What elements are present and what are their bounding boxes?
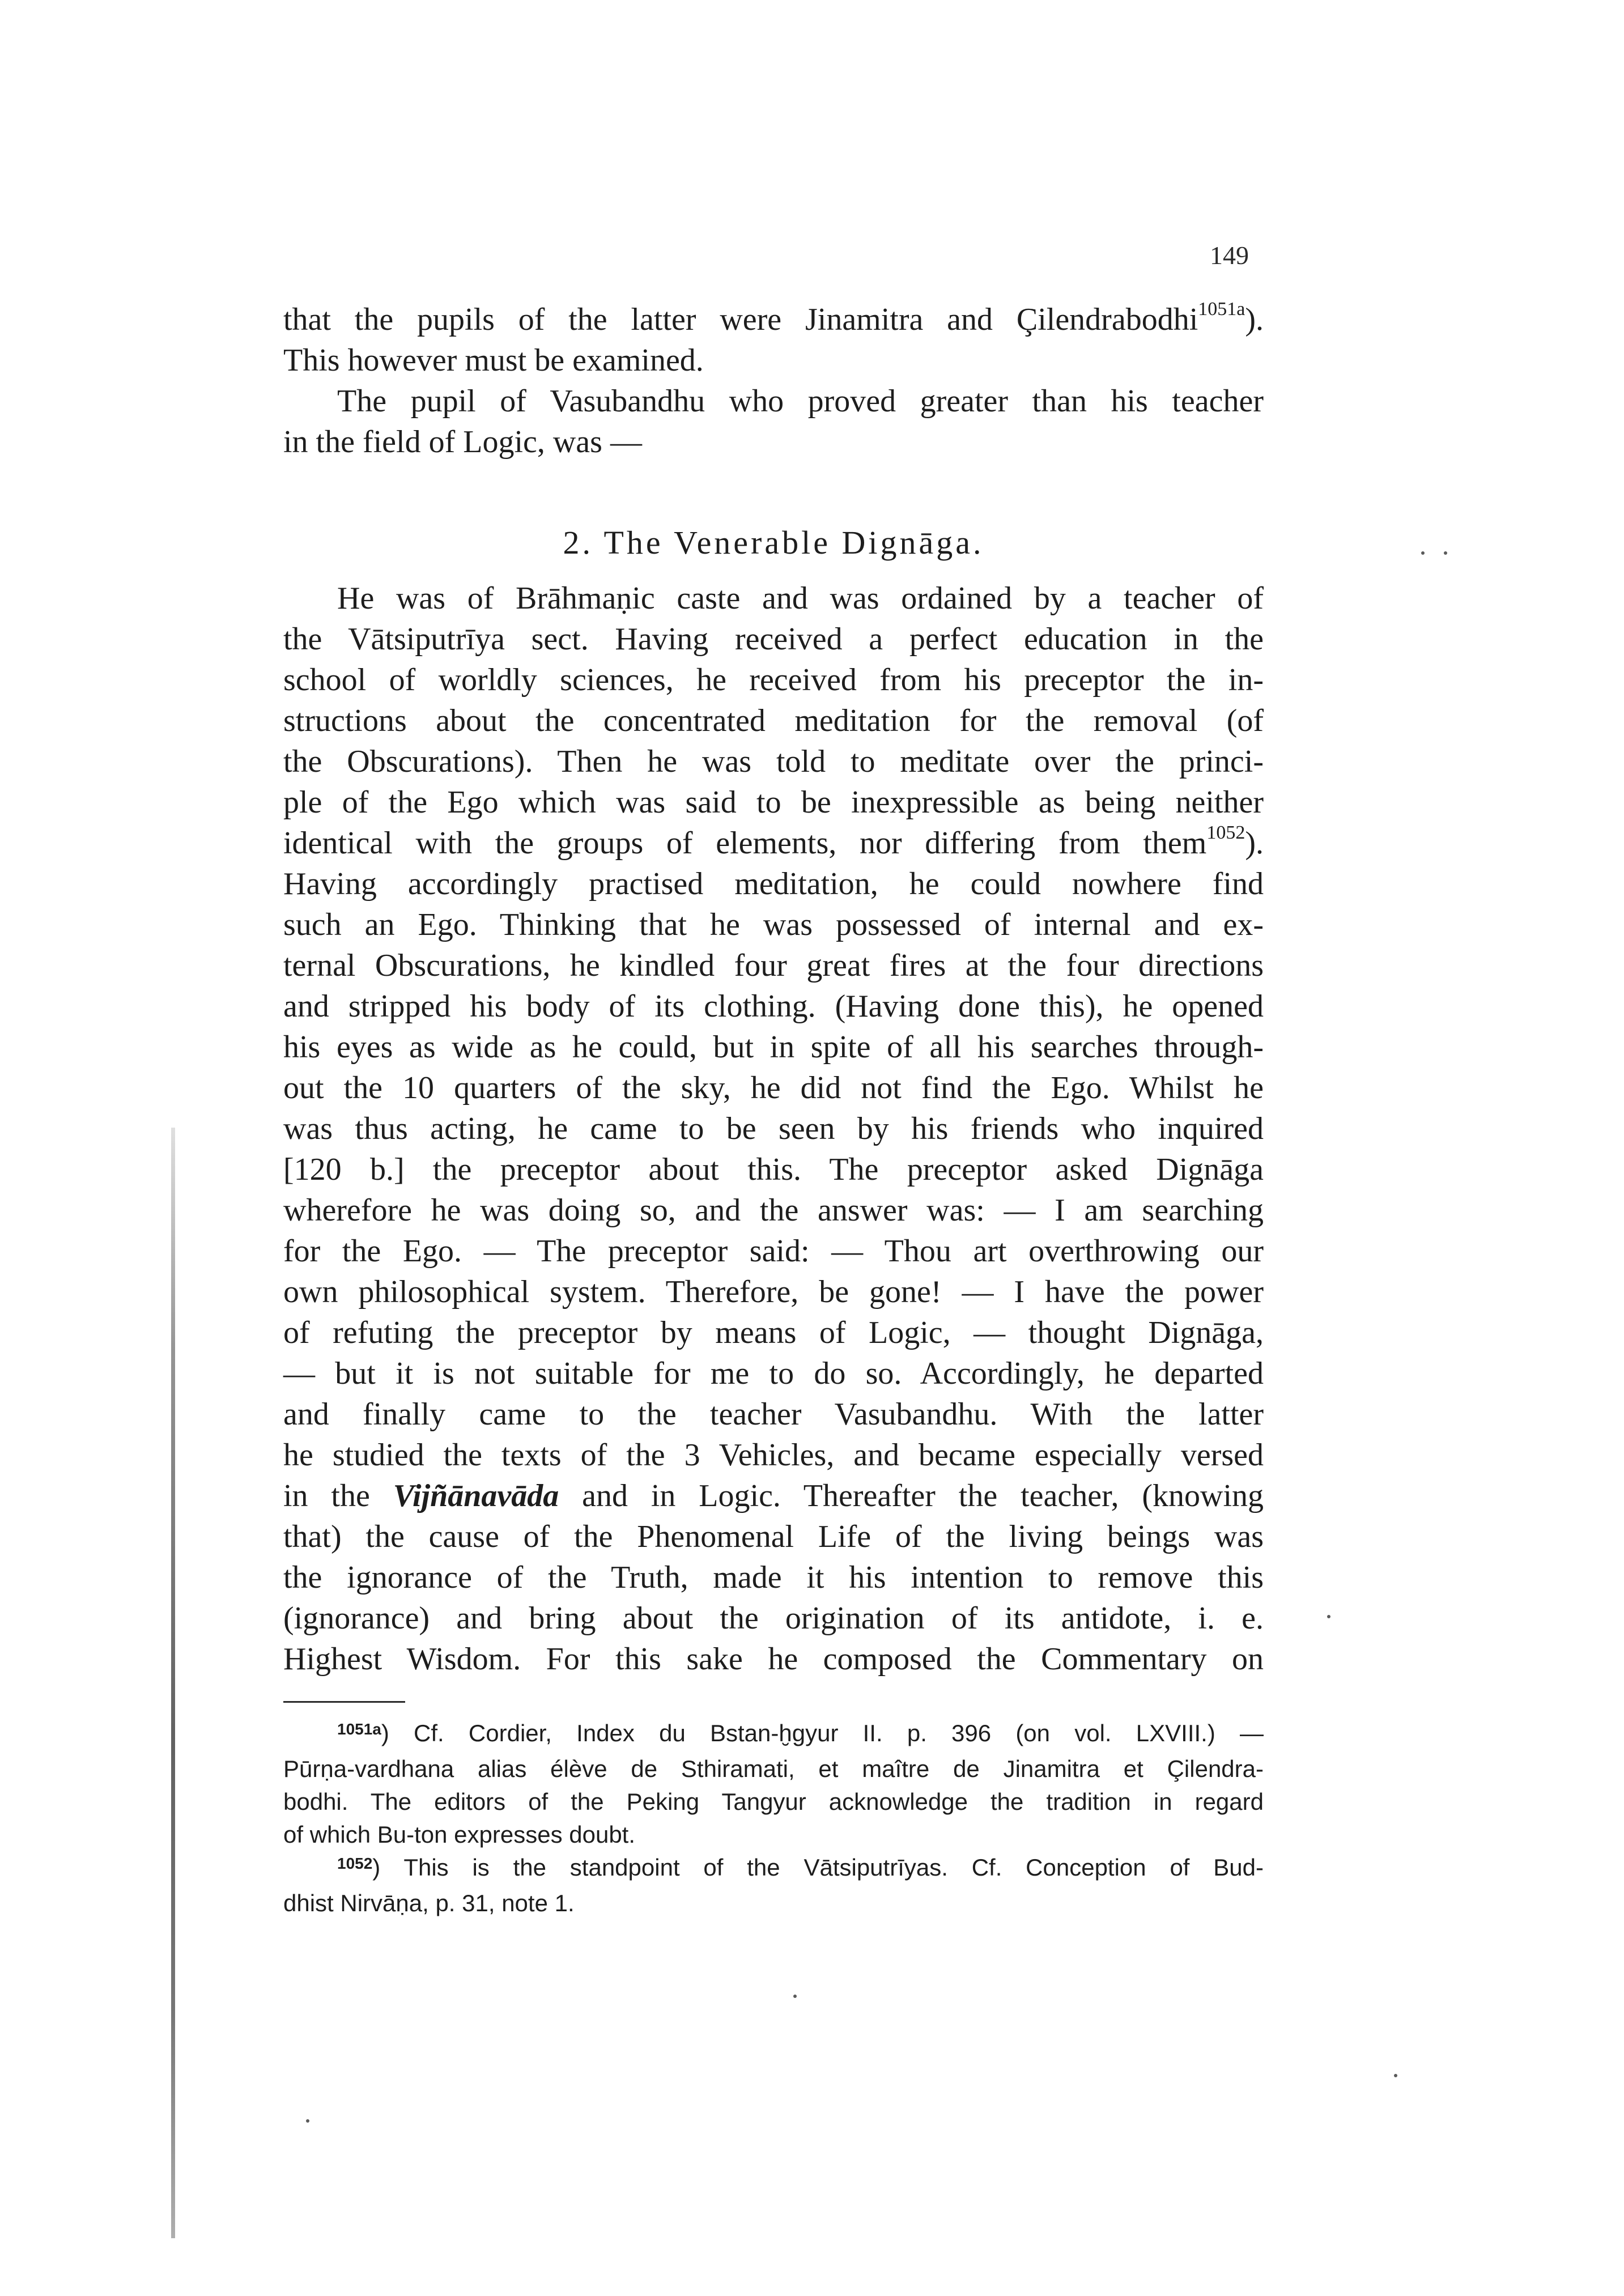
page-binding-edge bbox=[171, 1128, 175, 2238]
main-line: [120 b.] the preceptor about this. The preceptor asked Dignāga bbox=[283, 1152, 1264, 1187]
scan-speck bbox=[1327, 1615, 1330, 1618]
main-line: his eyes as wide as he could, but in spite of all his searches through- bbox=[283, 1030, 1264, 1065]
main-line-text: and in Logic. Thereafter the teacher, (knowing bbox=[559, 1478, 1264, 1513]
footnote-1051a-line: bodhi. The editors of the Peking Tangyur acknowledge the tradition in regard bbox=[283, 1788, 1264, 1815]
intro-paragraph bbox=[283, 299, 1264, 462]
main-line-with-footnote bbox=[283, 823, 1264, 864]
footnote-text: ) Cf. Cordier, Index du Bstan-ḫgyur II. p. 396 (on vol. LXVIII.) — bbox=[381, 1720, 1264, 1746]
main-line: Highest Wisdom. For this sake he composed the Commentary on bbox=[283, 1642, 1264, 1677]
intro-line-1 bbox=[283, 299, 1264, 340]
footnote-ref-1052: 1052 bbox=[1206, 822, 1245, 844]
main-line-text: identical with the groups of elements, nor differing from them bbox=[283, 826, 1207, 861]
section-heading: 2. The Venerable Dignāga. bbox=[563, 524, 984, 561]
main-line: he studied the texts of the 3 Vehicles, and became especially versed bbox=[283, 1438, 1264, 1473]
main-line: such an Ego. Thinking that he was possessed of internal and ex- bbox=[283, 907, 1264, 942]
main-line-with-italic bbox=[283, 1476, 1264, 1516]
main-line-text: in the bbox=[283, 1478, 393, 1513]
intro-line-1-end: ). bbox=[1245, 302, 1264, 337]
footnote-divider bbox=[283, 1701, 405, 1703]
main-line: the Obscurations). Then he was told to meditate over the princi- bbox=[283, 744, 1264, 779]
main-line: for the Ego. — The preceptor said: — Thou art overthrowing our bbox=[283, 1234, 1264, 1269]
footnote-1052-line bbox=[283, 1851, 1264, 1887]
footnote-1051a-line bbox=[283, 1717, 1264, 1753]
main-line: ternal Obscurations, he kindled four great fires at the four directions bbox=[283, 948, 1264, 983]
footnotes bbox=[283, 1717, 1264, 1920]
main-line: of refuting the preceptor by means of Logic, — thought Dignāga, bbox=[283, 1315, 1264, 1350]
main-line: Having accordingly practised meditation, he could nowhere find bbox=[283, 866, 1264, 902]
scan-speck bbox=[1394, 2074, 1397, 2077]
intro-line-2: This however must be examined. bbox=[283, 343, 704, 378]
main-line: wherefore he was doing so, and the answer was: — I am searching bbox=[283, 1193, 1264, 1228]
main-line: was thus acting, he came to be seen by his friends who inquired bbox=[283, 1111, 1264, 1146]
footnote-ref-1051a: 1051a bbox=[1198, 299, 1245, 320]
main-line: out the 10 quarters of the sky, he did not find the Ego. Whilst he bbox=[283, 1070, 1264, 1106]
scan-speck bbox=[1444, 551, 1447, 555]
footnote-1051a-line: of which Bu-ton expresses doubt. bbox=[283, 1821, 636, 1848]
main-line: ple of the Ego which was said to be inexpressible as being neither bbox=[283, 785, 1264, 820]
main-line: — but it is not suitable for me to do so. Accordingly, he departed bbox=[283, 1356, 1264, 1391]
italic-term: Vijñānavāda bbox=[393, 1478, 559, 1513]
main-line: that) the cause of the Phenomenal Life of the living beings was bbox=[283, 1519, 1264, 1554]
intro-line-3: The pupil of Vasubandhu who proved greater than his teacher bbox=[337, 384, 1264, 419]
scan-speck bbox=[306, 2119, 309, 2123]
footnote-text: ) This is the standpoint of the Vātsiputrīyas. Cf. Conception of Bud- bbox=[372, 1854, 1264, 1881]
main-line: He was of Brāhmaṇic caste and was ordained by a teacher of bbox=[337, 581, 1264, 616]
footnote-marker-1052: 1052 bbox=[337, 1855, 373, 1872]
scan-speck bbox=[793, 1995, 797, 1998]
main-line: and finally came to the teacher Vasubandhu. With the latter bbox=[283, 1397, 1264, 1432]
intro-line-1-text: that the pupils of the latter were Jinamitra and Çilendrabodhi bbox=[283, 302, 1198, 337]
footnote-marker-1051a: 1051a bbox=[337, 1720, 381, 1738]
main-line: school of worldly sciences, he received from his preceptor the in- bbox=[283, 662, 1264, 698]
main-line: and stripped his body of its clothing. (Having done this), he opened bbox=[283, 989, 1264, 1024]
main-line: structions about the concentrated meditation for the removal (of bbox=[283, 703, 1264, 738]
main-line: (ignorance) and bring about the origination of its antidote, i. e. bbox=[283, 1601, 1264, 1636]
footnote-1052-line: dhist Nirvāṇa, p. 31, note 1. bbox=[283, 1890, 575, 1916]
main-paragraph bbox=[283, 578, 1264, 1680]
scan-speck bbox=[1421, 551, 1425, 555]
main-line: own philosophical system. Therefore, be gone! — I have the power bbox=[283, 1274, 1264, 1309]
main-line: the ignorance of the Truth, made it his intention to remove this bbox=[283, 1560, 1264, 1595]
main-line: the Vātsiputrīya sect. Having received a perfect education in the bbox=[283, 622, 1264, 657]
intro-line-4: in the field of Logic, was — bbox=[283, 424, 642, 460]
footnote-1051a-line: Pūrṇa-vardhana alias élève de Sthiramati, et maître de Jinamitra et Çilendra- bbox=[283, 1755, 1264, 1782]
main-line-end: ). bbox=[1245, 826, 1264, 861]
page-number: 149 bbox=[1210, 241, 1249, 270]
